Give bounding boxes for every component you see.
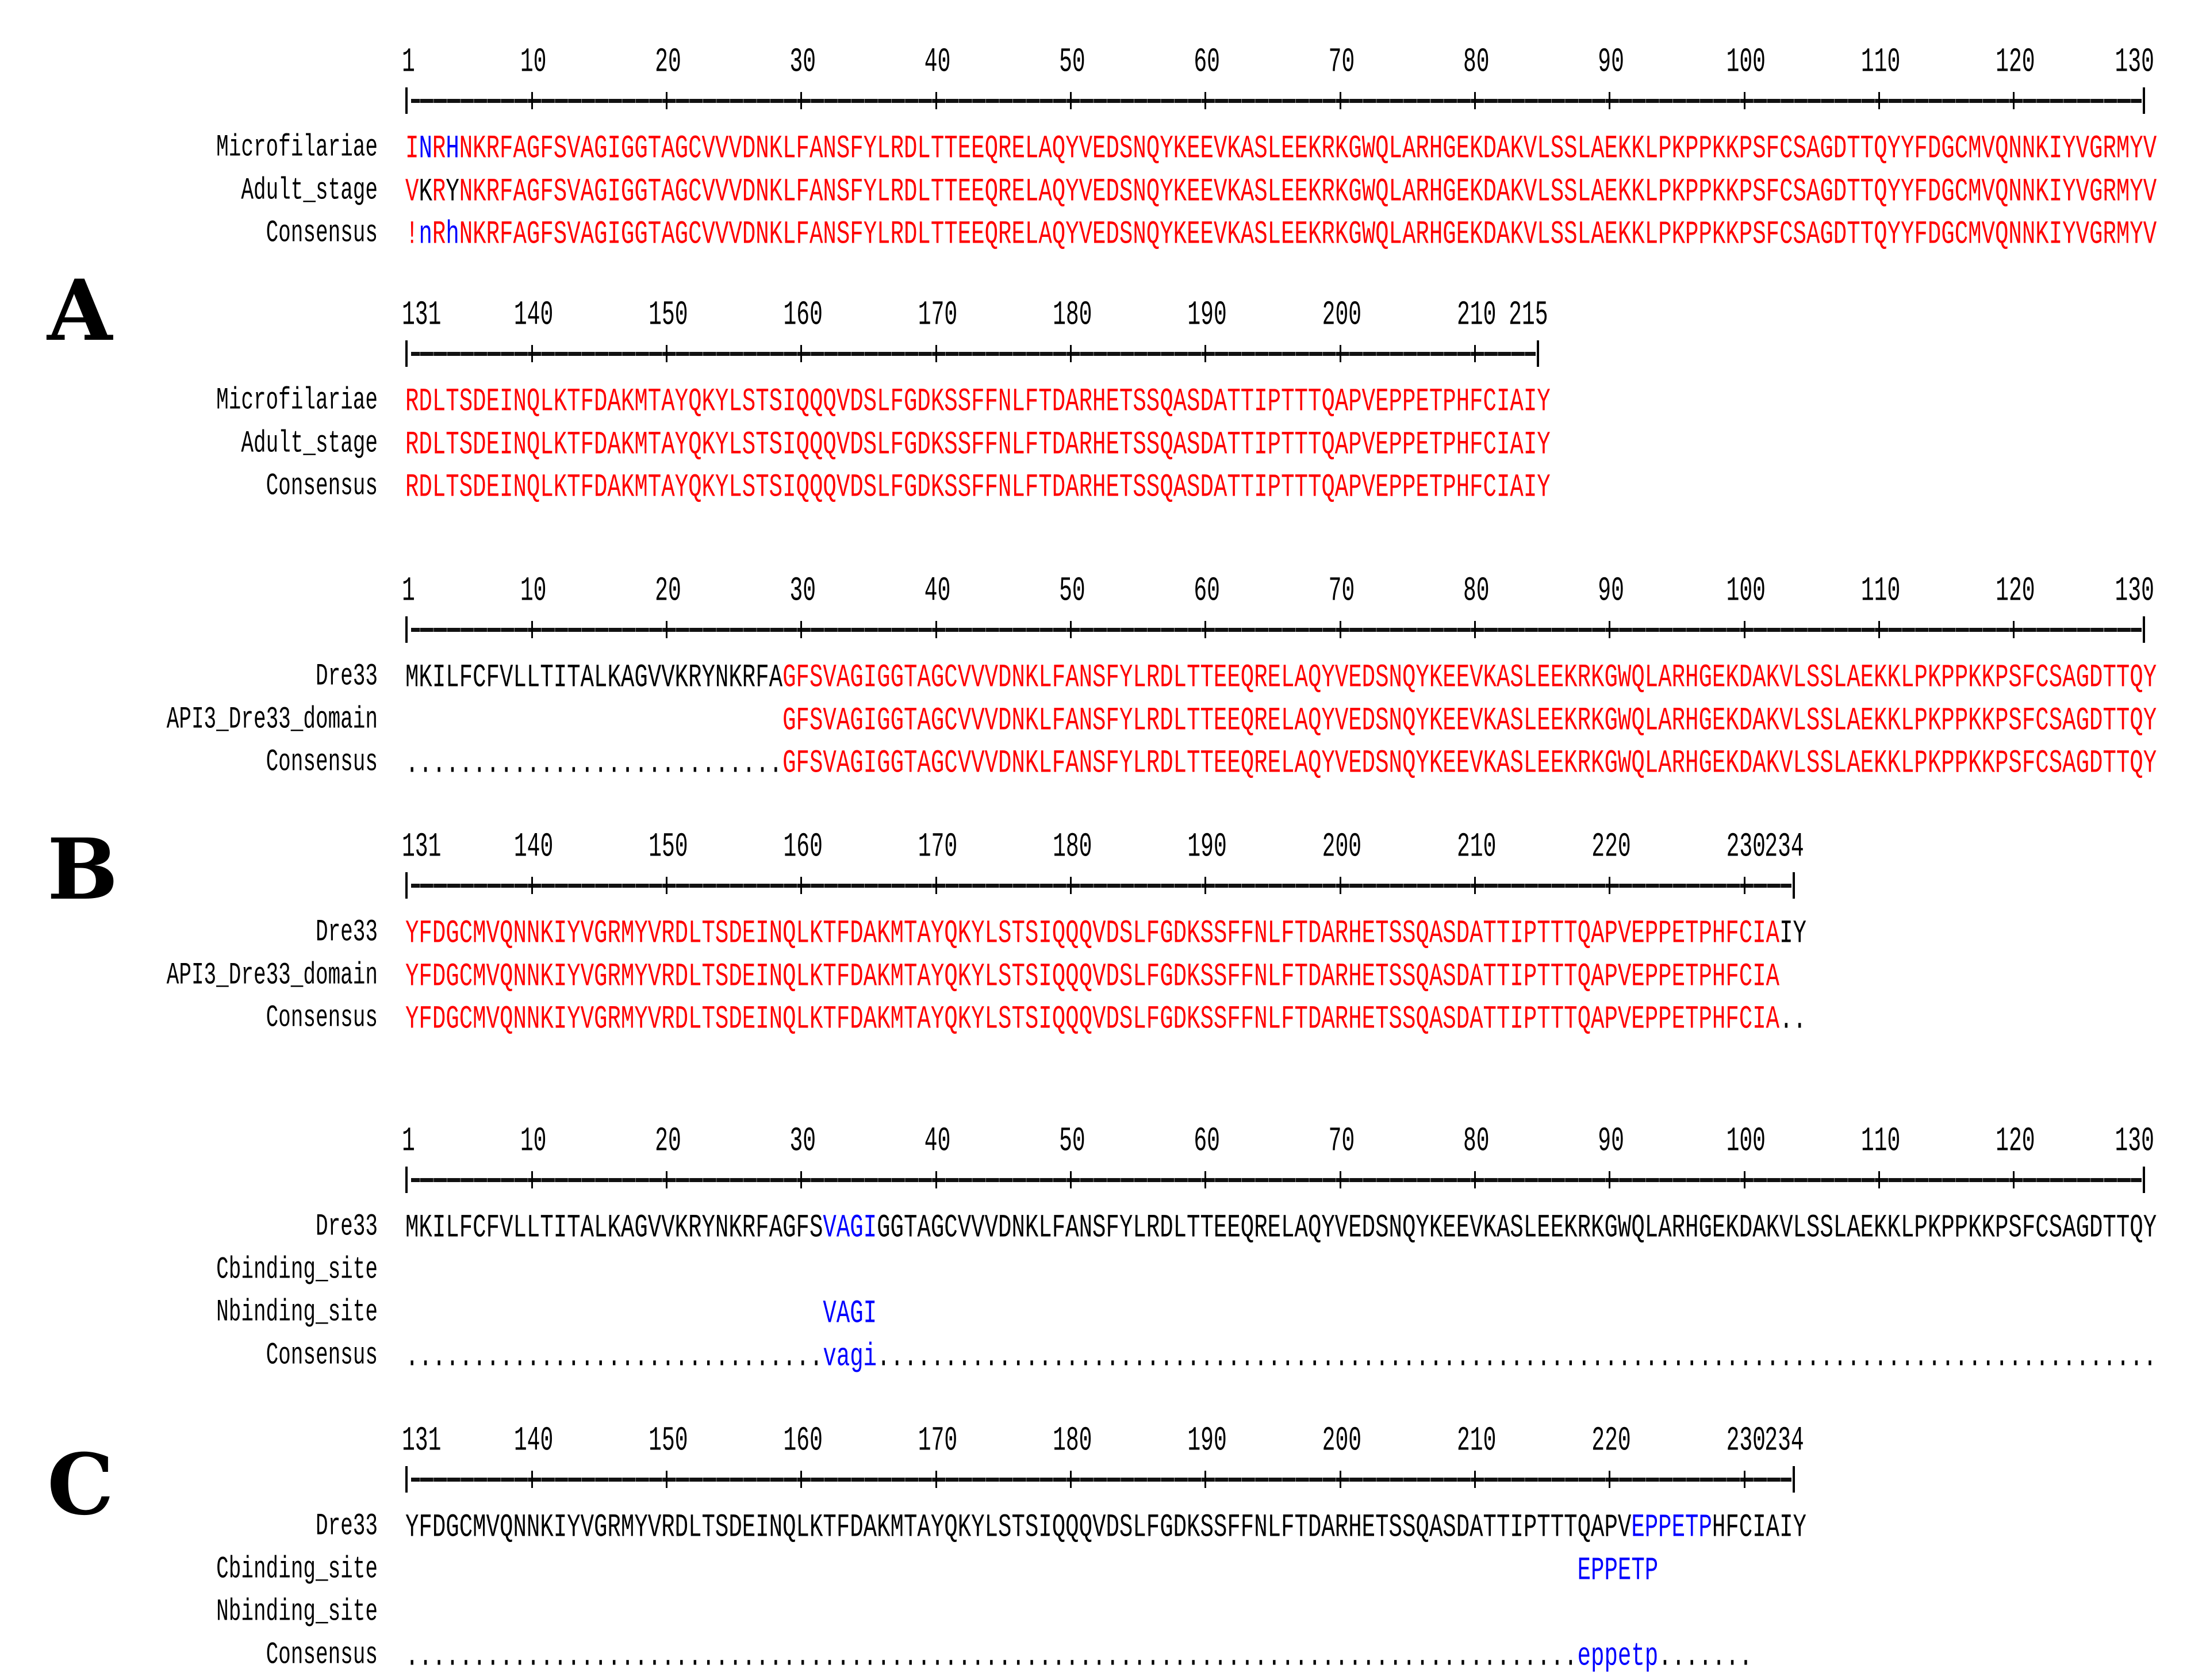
alignment-row (0, 957, 2206, 995)
ruler-tick (1878, 1171, 1880, 1188)
ruler-number: 220 (1591, 828, 1631, 866)
residue-segment: eppetp (1577, 1637, 1659, 1675)
sequence-text (405, 1551, 1659, 1589)
ruler-end-mark (1537, 340, 1539, 367)
ruler-tick (935, 345, 937, 362)
ruler-number: 215 (1509, 296, 1548, 335)
residue-segment (405, 1551, 1578, 1589)
ruler-numbers (0, 1422, 2206, 1460)
ruler-tick (1609, 1171, 1610, 1188)
sequence-text (405, 215, 2157, 253)
ruler-tick (531, 92, 533, 109)
ruler-tick (1474, 1171, 1476, 1188)
ruler-tick (935, 1471, 937, 1488)
residue-segment: R (432, 215, 446, 253)
alignment-row (0, 129, 2206, 167)
ruler-tick (935, 1171, 937, 1188)
ruler-tick (1070, 345, 1072, 362)
sequence-text (405, 382, 1551, 420)
residue-segment: YFDGCMVQNNKIYVGRMYVRDLTSDEINQLKTFDAKMTAYQKYLSTSIQQQVDSLFGDKSSFFNLFTDARHETSSQASDATTIPTTTQAPVEPPETPHFCIA (405, 914, 1780, 952)
sequence-label: Microfilariae (216, 129, 378, 165)
ruler-number: 100 (1726, 1122, 1766, 1161)
ruler-tick (1070, 621, 1072, 638)
ruler-number: 131 (402, 828, 442, 866)
sequence-text (405, 658, 2157, 696)
residue-segment: VAGI (823, 1294, 877, 1332)
ruler-number: 230 (1726, 1422, 1766, 1460)
ruler-tick (666, 345, 667, 362)
ruler-bar (411, 628, 2142, 632)
residue-segment: N (419, 129, 432, 167)
ruler-number: 40 (924, 572, 951, 611)
ruler-tick (800, 877, 802, 894)
ruler-number: 90 (1598, 1122, 1624, 1161)
sequence-text (405, 172, 2157, 210)
residue-segment: R (432, 129, 446, 167)
ruler-number: 1 (402, 572, 415, 611)
sequence-label: Cbinding_site (216, 1252, 378, 1287)
ruler-number: 30 (789, 572, 816, 611)
ruler-number: 120 (1996, 572, 2035, 611)
residue-segment: HFCIAIY (1712, 1508, 1806, 1546)
ruler-tick (1340, 345, 1341, 362)
panel-letter-c: C (47, 1436, 114, 1534)
sequence-label: Nbinding_site (216, 1594, 378, 1629)
residue-segment (405, 1295, 823, 1332)
ruler-number: 170 (918, 296, 958, 335)
ruler-number: 70 (1328, 43, 1355, 82)
ruler-number: 50 (1059, 572, 1085, 611)
ruler-tick (666, 621, 667, 638)
alignment-row (0, 382, 2206, 420)
residue-segment: YFDGCMVQNNKIYVGRMYVRDLTSDEINQLKTFDAKMTAYQKYLSTSIQQQVDSLFGDKSSFFNLFTDARHETSSQASDATTIPTTTQAPVEPPETPHFCIA (405, 1000, 1780, 1038)
ruler-number: 10 (520, 572, 547, 611)
ruler-tick (1204, 621, 1206, 638)
ruler-tick (1204, 345, 1206, 362)
ruler-tick (1474, 345, 1476, 362)
ruler-number: 1 (402, 1122, 415, 1161)
ruler-number: 70 (1328, 572, 1355, 611)
ruler-bar (411, 1178, 2142, 1182)
ruler-number: 30 (789, 43, 816, 82)
ruler-tick (800, 92, 802, 109)
ruler-number: 131 (402, 1422, 442, 1460)
ruler-tick (1340, 92, 1341, 109)
sequence-label: Dre33 (315, 658, 378, 694)
sequence-text (405, 1211, 2157, 1244)
ruler-tick (1070, 1171, 1072, 1188)
sequence-label: Adult_stage (241, 172, 378, 208)
ruler-tick (2013, 621, 2015, 638)
ruler-number: 170 (918, 1422, 958, 1460)
alignment-row (0, 425, 2206, 463)
alignment-row (0, 701, 2206, 739)
ruler-numbers (0, 828, 2206, 866)
ruler-number: 10 (520, 43, 547, 82)
ruler-number: 30 (789, 1122, 816, 1161)
residue-segment: RDLTSDEINQLKTFDAKMTAYQKYLSTSIQQQVDSLFGDKSSFFNLFTDARHETSSQASDATTIPTTTQAPVEPPETPHFCIAIY (405, 382, 1551, 420)
alignment-row (0, 1637, 2206, 1675)
ruler-number: 80 (1463, 1122, 1490, 1161)
ruler-numbers (0, 1122, 2206, 1161)
sequence-label: Consensus (266, 468, 378, 504)
sequence-label: Consensus (266, 215, 378, 251)
sequence-text (405, 1337, 2157, 1375)
residue-segment: H (446, 129, 459, 167)
ruler-tick (800, 1471, 802, 1488)
ruler-number: 140 (513, 1422, 554, 1460)
ruler-number: 60 (1194, 43, 1220, 82)
ruler-tick (1744, 1471, 1745, 1488)
ruler-line (405, 1167, 2145, 1193)
residue-segment: K (419, 172, 432, 210)
ruler-number: 200 (1322, 828, 1362, 866)
ruler-number: 130 (2115, 572, 2154, 611)
ruler-start-mark (405, 1167, 408, 1193)
ruler-number: 60 (1194, 1122, 1220, 1161)
ruler-tick (935, 621, 937, 638)
ruler-tick (1204, 1471, 1206, 1488)
ruler-tick (935, 92, 937, 109)
ruler-line (405, 87, 2145, 114)
residue-segment: ....... (1658, 1637, 1753, 1675)
sequence-text (405, 1508, 1806, 1546)
ruler-tick (531, 1471, 533, 1488)
ruler-numbers (0, 43, 2206, 82)
ruler-number: 210 (1456, 828, 1497, 866)
ruler-number: 200 (1322, 1422, 1362, 1460)
ruler-tick (1070, 92, 1072, 109)
ruler-tick (666, 1171, 667, 1188)
residue-segment: YFDGCMVQNNKIYVGRMYVRDLTSDEINQLKTFDAKMTAYQKYLSTSIQQQVDSLFGDKSSFFNLFTDARHETSSQASDATTIPTTTQAPVEPPETPHFCIA (405, 957, 1780, 995)
ruler-number: 140 (513, 296, 554, 335)
ruler-tick (531, 877, 533, 894)
alignment-row (0, 468, 2206, 506)
ruler-start-mark (405, 616, 408, 643)
residue-segment: Y (446, 172, 459, 210)
ruler-start-mark (405, 87, 408, 114)
ruler-tick (666, 877, 667, 894)
sequence-label: Dre33 (315, 914, 378, 950)
ruler-bar (411, 352, 1536, 356)
sequence-label: Adult_stage (241, 425, 378, 461)
ruler-number: 70 (1328, 1122, 1355, 1161)
sequence-label: Cbinding_site (216, 1551, 378, 1587)
sequence-label: Consensus (266, 1637, 378, 1673)
residue-segment: ! (405, 215, 419, 253)
ruler-number: 130 (2115, 1122, 2154, 1161)
residue-segment: IY (1779, 914, 1806, 952)
sequence-label: API3_Dre33_domain (166, 701, 378, 737)
ruler-tick (1744, 621, 1745, 638)
alignment-row (0, 1252, 2206, 1289)
ruler-tick (1204, 877, 1206, 894)
ruler-end-mark (2143, 87, 2145, 114)
ruler-tick (531, 1171, 533, 1188)
ruler-number: 80 (1463, 43, 1490, 82)
ruler-bar (411, 1478, 1791, 1482)
ruler-number: 50 (1059, 1122, 1085, 1161)
ruler-number: 110 (1860, 43, 1901, 82)
ruler-tick (2013, 92, 2015, 109)
ruler-number: 90 (1598, 43, 1624, 82)
ruler-number: 50 (1059, 43, 1085, 82)
ruler-tick (1474, 877, 1476, 894)
residue-segment: RDLTSDEINQLKTFDAKMTAYQKYLSTSIQQQVDSLFGDKSSFFNLFTDARHETSSQASDATTIPTTTQAPVEPPETPHFCIAIY (405, 425, 1551, 463)
ruler-tick (666, 1471, 667, 1488)
ruler-tick (1070, 1471, 1072, 1488)
residue-segment: n (419, 215, 432, 253)
residue-segment: MKILFCFVLLTITALKAGVVKRYNKRFA (405, 658, 783, 696)
panel-letter-b: B (47, 820, 118, 919)
ruler-number: 150 (649, 296, 688, 335)
alignment-row (0, 1508, 2206, 1546)
residue-segment: GGTAGCVVVDNKLFANSFYLRDLTTEEQRELAQYVEDSNQYKEEVKASLEEKRKGWQLARHGEKDAKVLSSLAEKKLPKPPKKPSFCSAGDTTQY (877, 1209, 2157, 1246)
residue-segment: ............................................................................................... (877, 1337, 2157, 1375)
ruler-tick (800, 621, 802, 638)
residue-segment: GFSVAGIGGTAGCVVVDNKLFANSFYLRDLTTEEQRELAQYVEDSNQYKEEVKASLEEKRKGWQLARHGEKDAKVLSSLAEKKLPKPPKKPSFCSAGDTTQY (782, 658, 2157, 696)
sequence-label: Dre33 (315, 1508, 378, 1544)
ruler-tick (1609, 621, 1610, 638)
ruler-number: 160 (783, 828, 823, 866)
ruler-end-mark (1793, 872, 1795, 899)
ruler-number: 180 (1053, 828, 1092, 866)
ruler-number: 150 (649, 1422, 688, 1460)
sequence-label: API3_Dre33_domain (166, 957, 378, 993)
residue-segment: EPPETP (1577, 1551, 1659, 1589)
ruler-tick (1744, 92, 1745, 109)
sequence-text (405, 744, 2157, 782)
alignment-row (0, 1594, 2206, 1631)
ruler-number: 90 (1598, 572, 1624, 611)
ruler-line (405, 340, 1539, 367)
ruler-number: 100 (1726, 572, 1766, 611)
ruler-number: 130 (2115, 43, 2154, 82)
residue-segment: h (446, 215, 459, 253)
ruler-tick (2013, 1171, 2015, 1188)
ruler-numbers (0, 296, 2206, 335)
ruler-number: 20 (655, 43, 681, 82)
residue-segment: RDLTSDEINQLKTFDAKMTAYQKYLSTSIQQQVDSLFGDKSSFFNLFTDARHETSSQASDATTIPTTTQAPVEPPETPHFCIAIY (405, 468, 1551, 506)
ruler-tick (1878, 621, 1880, 638)
ruler-tick (531, 345, 533, 362)
residue-segment: VAGI (823, 1209, 877, 1246)
residue-segment: vagi (823, 1337, 877, 1375)
residue-segment: .. (1779, 1000, 1806, 1038)
ruler-tick (1744, 1171, 1745, 1188)
ruler-number: 234 (1764, 828, 1804, 866)
residue-segment: ............................... (405, 1337, 823, 1375)
residue-segment: EPPETP (1631, 1508, 1712, 1546)
alignment-row (0, 1294, 2206, 1332)
alignment-row (0, 658, 2206, 696)
ruler-tick (1340, 877, 1341, 894)
sequence-text (405, 129, 2157, 167)
ruler-start-mark (405, 872, 408, 899)
sequence-label: Consensus (266, 1000, 378, 1035)
ruler-number: 190 (1187, 296, 1227, 335)
sequence-text (405, 701, 2157, 739)
ruler-tick (1340, 1471, 1341, 1488)
residue-segment: NKRFAGFSVAGIGGTAGCVVVDNKLFANSFYLRDLTTEEQRELAQYVEDSNQYKEEVKASLEEKRKGWQLARHGEKDAKVLSSLAEKKLPKPPKKPSFCSAGDTTQYYFDGCMVQNNKIYVGRMYV (459, 215, 2157, 253)
ruler-number: 220 (1591, 1422, 1631, 1460)
ruler-number: 80 (1463, 572, 1490, 611)
ruler-number: 160 (783, 296, 823, 335)
residue-segment: GFSVAGIGGTAGCVVVDNKLFANSFYLRDLTTEEQRELAQYVEDSNQYKEEVKASLEEKRKGWQLARHGEKDAKVLSSLAEKKLPKPPKKPSFCSAGDTTQY (782, 701, 2157, 739)
ruler-line (405, 616, 2145, 643)
alignment-row (0, 1337, 2206, 1375)
alignment-row (0, 914, 2206, 952)
residue-segment: I (405, 129, 419, 167)
ruler-number: 120 (1996, 43, 2035, 82)
residue-segment (405, 701, 782, 739)
residue-segment: MKILFCFVLLTITALKAGVVKRYNKRFAGFS (405, 1209, 823, 1246)
ruler-line (405, 872, 1795, 899)
ruler-number: 120 (1996, 1122, 2035, 1161)
alignment-row (0, 1211, 2206, 1246)
sequence-label: Nbinding_site (216, 1294, 378, 1330)
ruler-end-mark (2143, 1167, 2145, 1193)
ruler-number: 200 (1322, 296, 1362, 335)
sequence-text (405, 1637, 1753, 1675)
ruler-bar (411, 884, 1791, 888)
sequence-label: Dre33 (315, 1209, 378, 1244)
ruler-end-mark (2143, 616, 2145, 643)
ruler-number: 190 (1187, 828, 1227, 866)
ruler-number: 10 (520, 1122, 547, 1161)
residue-segment: NKRFAGFSVAGIGGTAGCVVVDNKLFANSFYLRDLTTEEQRELAQYVEDSNQYKEEVKASLEEKRKGWQLARHGEKDAKVLSSLAEKKLPKPPKKPSFCSAGDTTQYYFDGCMVQNNKIYVGRMYV (459, 172, 2157, 210)
ruler-line (405, 1466, 1795, 1493)
ruler-number: 190 (1187, 1422, 1227, 1460)
ruler-number: 150 (649, 828, 688, 866)
alignment-row (0, 172, 2206, 210)
sequence-text (405, 425, 1551, 463)
ruler-number: 20 (655, 1122, 681, 1161)
ruler-number: 40 (924, 1122, 951, 1161)
alignment-row (0, 1000, 2206, 1038)
ruler-tick (1204, 1171, 1206, 1188)
ruler-number: 210 (1456, 1422, 1497, 1460)
ruler-tick (1609, 1471, 1610, 1488)
ruler-tick (1474, 621, 1476, 638)
sequence-text (405, 957, 1780, 995)
ruler-tick (666, 92, 667, 109)
ruler-number: 230 (1726, 828, 1766, 866)
ruler-number: 180 (1053, 1422, 1092, 1460)
alignment-row (0, 744, 2206, 782)
ruler-number: 170 (918, 828, 958, 866)
ruler-number: 234 (1764, 1422, 1804, 1460)
sequence-text (405, 1000, 1806, 1038)
ruler-tick (935, 877, 937, 894)
ruler-tick (1070, 877, 1072, 894)
panel-letter-a: A (47, 262, 113, 360)
ruler-number: 60 (1194, 572, 1220, 611)
ruler-number: 1 (402, 43, 415, 82)
ruler-tick (531, 621, 533, 638)
residue-segment: YFDGCMVQNNKIYVGRMYVRDLTSDEINQLKTFDAKMTAYQKYLSTSIQQQVDSLFGDKSSFFNLFTDARHETSSQASDATTIPTTTQAPV (405, 1508, 1632, 1546)
residue-segment: R (432, 172, 446, 210)
ruler-tick (1744, 877, 1745, 894)
ruler-number: 100 (1726, 43, 1766, 82)
ruler-tick (1340, 621, 1341, 638)
ruler-tick (1340, 1171, 1341, 1188)
ruler-number: 131 (402, 296, 442, 335)
ruler-numbers (0, 572, 2206, 611)
ruler-tick (1474, 92, 1476, 109)
ruler-number: 40 (924, 43, 951, 82)
ruler-number: 180 (1053, 296, 1092, 335)
residue-segment: ............................ (405, 744, 783, 782)
ruler-number: 160 (783, 1422, 823, 1460)
sequence-text (405, 468, 1551, 506)
ruler-number: 210 (1456, 296, 1497, 335)
ruler-tick (1609, 877, 1610, 894)
ruler-start-mark (405, 340, 408, 367)
alignment-row (0, 215, 2206, 253)
residue-segment: ....................................................................................... (405, 1637, 1578, 1675)
ruler-tick (800, 345, 802, 362)
sequence-label: Microfilariae (216, 382, 378, 418)
ruler-number: 110 (1860, 1122, 1901, 1161)
ruler-number: 110 (1860, 572, 1901, 611)
ruler-tick (1474, 1471, 1476, 1488)
residue-segment: GFSVAGIGGTAGCVVVDNKLFANSFYLRDLTTEEQRELAQYVEDSNQYKEEVKASLEEKRKGWQLARHGEKDAKVLSSLAEKKLPKPPKKPSFCSAGDTTQY (782, 744, 2157, 782)
ruler-end-mark (1793, 1466, 1795, 1493)
alignment-row (0, 1551, 2206, 1589)
sequence-text (405, 1294, 877, 1332)
ruler-tick (1878, 92, 1880, 109)
residue-segment: NKRFAGFSVAGIGGTAGCVVVDNKLFANSFYLRDLTTEEQRELAQYVEDSNQYKEEVKASLEEKRKGWQLARHGEKDAKVLSSLAEKKLPKPPKKPSFCSAGDTTQYYFDGCMVQNNKIYVGRMYV (459, 129, 2157, 167)
ruler-bar (411, 99, 2142, 103)
ruler-tick (1204, 92, 1206, 109)
ruler-start-mark (405, 1466, 408, 1493)
ruler-number: 20 (655, 572, 681, 611)
ruler-number: 140 (513, 828, 554, 866)
residue-segment: V (405, 172, 419, 210)
sequence-text (405, 914, 1806, 952)
sequence-label: Consensus (266, 744, 378, 780)
ruler-tick (800, 1171, 802, 1188)
ruler-tick (1609, 92, 1610, 109)
sequence-label: Consensus (266, 1337, 378, 1373)
